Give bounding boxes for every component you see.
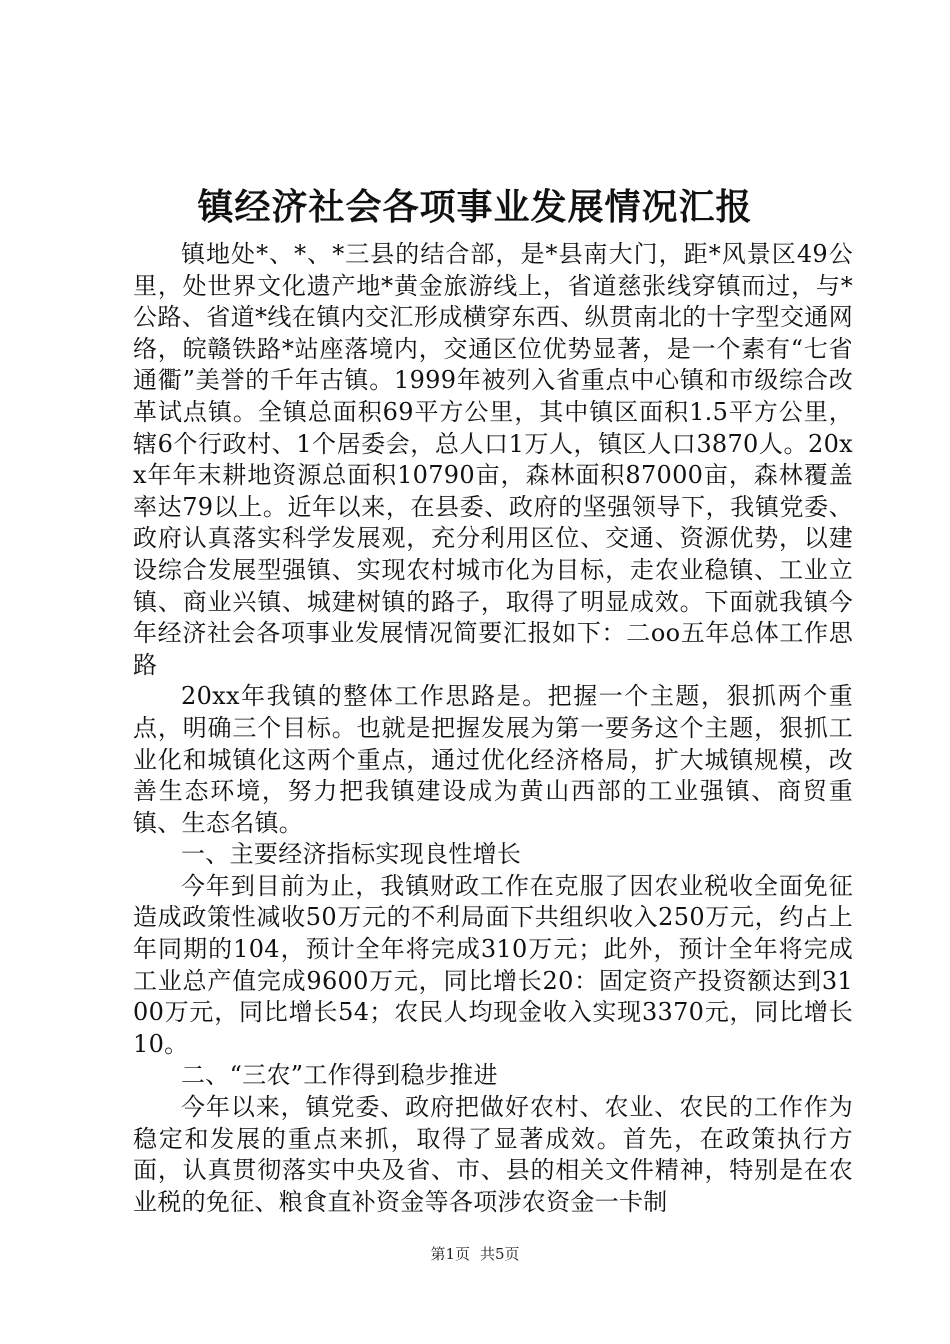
document-title: 镇经济社会各项事业发展情况汇报 — [197, 186, 753, 228]
section-heading-agriculture: 二、“三农”工作得到稳步推进 — [181, 1061, 498, 1090]
paragraph-work-plan: 20xx年我镇的整体工作思路是。把握一个主题，狠抓两个重点，明确三个目标。也就是把握发展为第一要务这个主题，狠抓工业化和城镇化这两个重点，通过优化经济格局，扩大城镇规模，改善生态环境，努力把我镇建设成为黄山西部的工业强镇、商贸重镇、生态名镇。 — [133, 682, 853, 837]
paragraph-agriculture: 今年以来，镇党委、政府把做好农村、农业、农民的工作作为稳定和发展的重点来抓，取得了显著成效。首先，在政策执行方面，认真贯彻落实中央及省、市、县的相关文件精神，特别是在农业税的免征、粮食直补资金等各项涉农资金一卡制 — [133, 1093, 853, 1216]
paragraph-economy: 今年到目前为止，我镇财政工作在克服了因农业税收全面免征造成政策性减收50万元的不利局面下共组织收入250万元，约占上年同期的104，预计全年将完成310万元；此外，预计全年将完成工业总产值完成9600万元，同比增长20：固定资产投资额达到3100万元，同比增长54；农民人均现金收入实现3370元，同比增长10。 — [133, 871, 853, 1058]
page-number: 第1页 — [430, 1245, 470, 1263]
section-heading-economy: 一、主要经济指标实现良性增长 — [181, 840, 522, 869]
paragraph-intro: 镇地处*、*、*三县的结合部，是*县南大门，距*风景区49公里，处世界文化遗产地*黄金旅游线上，省道慈张线穿镇而过，与*公路、省道*线在镇内交汇形成横穿东西、纵贯南北的十字型交通网络，皖赣铁路*站座落境内，交通区位优势显著，是一个素有“七省通衢”美誉的千年古镇。1999年被列入省重点中心镇和市级综合改革试点镇。全镇总面积69平方公里，其中镇区面积1.5平方公里，辖6个行政村、1个居委会，总人口1万人，镇区人口3870人。20xx年年末耕地资源总面积10790亩，森林面积87000亩，森林覆盖率达79以上。近年以来，在县委、政府的坚强领导下，我镇党委、政府认真落实科学发展观，充分利用区位、交通、资源优势，以建设综合发展型强镇、实现农村城市化为目标，走农业稳镇、工业立镇、商业兴镇、城建树镇的路子，取得了明显成效。下面就我镇今年经济社会各项事业发展情况简要汇报如下：二oo五年总体工作思路 — [133, 240, 853, 679]
document-body — [133, 239, 853, 1218]
page-count: 共5页 — [480, 1245, 520, 1263]
page-footer — [0, 1244, 950, 1264]
